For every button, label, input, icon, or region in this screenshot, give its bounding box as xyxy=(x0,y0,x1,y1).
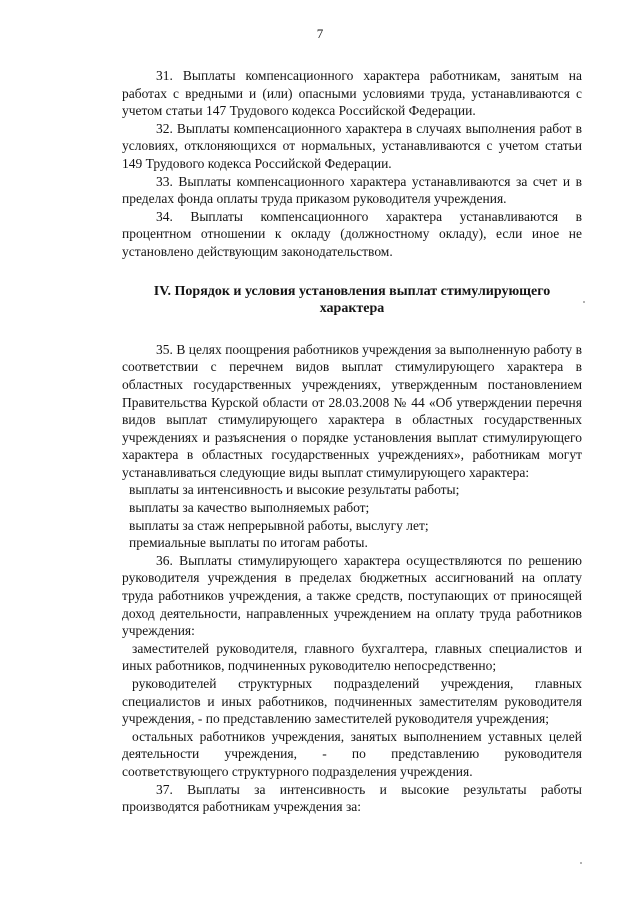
paragraph-32: 32. Выплаты компенсационного характера в случаях выполнения работ в условиях, отклоняющихся от нормальных, устанавливаются с учетом статьи 149 Трудового кодекса Российской Федерации. xyxy=(122,120,582,171)
paragraph-36-item: остальных работников учреждения, занятых выполнением уставных целей деятельности учреждения, - по представлению руководителя соответствующего структурного подразделения учреждения. xyxy=(122,728,582,779)
payment-type-item: выплаты за интенсивность и высокие результаты работы; xyxy=(129,482,460,498)
scan-speck xyxy=(580,862,582,864)
paragraph-36-item: руководителей структурных подразделений учреждения, главных специалистов и иных работников, подчиненных заместителям руководителя учреждения, - по представлению заместителей руководителя учреждения; xyxy=(122,676,582,727)
section-heading-line-2: характера xyxy=(319,301,385,317)
section-heading-line-1: IV. Порядок и условия установления выплат стимулирующего xyxy=(153,283,551,299)
paragraph-36: 36. Выплаты стимулирующего характера осуществляются по решению руководителя учреждения в пределах бюджетных ассигнований на оплату труда работников учреждения, а также средств, поступающих от приносящей доход деятельности, направленных учреждением на оплату труда работников учреждения: xyxy=(122,552,582,639)
document-body xyxy=(122,67,582,816)
paragraph-36-item: заместителей руководителя, главного бухгалтера, главных специалистов и иных работников, подчиненных руководителю непосредственно; xyxy=(122,640,582,674)
paragraph-35: 35. В целях поощрения работников учреждения за выполненную работу в соответствии с перечнем видов выплат стимулирующего характера в областных государственных учреждениях, утвержденным постановлением Правительства Курской области от 28.03.2008 № 44 «Об утверждении перечня видов выплат стимулирующего характера в областных государственных учреждениях и разъяснения о порядке установления выплат стимулирующего характера в областных государственных учреждениях», работникам могут устанавливаться следующие виды выплат стимулирующего характера: xyxy=(122,341,582,480)
section-heading xyxy=(122,283,582,318)
payment-type-item: выплаты за качество выполняемых работ; xyxy=(129,500,370,516)
payment-type-item: премиальные выплаты по итогам работы. xyxy=(129,535,368,551)
payment-type-item: выплаты за стаж непрерывной работы, выслугу лет; xyxy=(129,517,429,533)
paragraph-34: 34. Выплаты компенсационного характера устанавливаются в процентном отношении к окладу (должностному окладу), если иное не установлено действующим законодательством. xyxy=(122,208,582,259)
paragraph-37: 37. Выплаты за интенсивность и высокие результаты работы производятся работникам учреждения за: xyxy=(122,781,582,815)
paragraph-31: 31. Выплаты компенсационного характера работникам, занятым на работах с вредными и (или) опасными условиями труда, устанавливаются с учетом статьи 147 Трудового кодекса Российской Федерации. xyxy=(122,68,582,119)
page-number: 7 xyxy=(316,26,324,41)
paragraph-33: 33. Выплаты компенсационного характера устанавливаются за счет и в пределах фонда оплаты труда приказом руководителя учреждения. xyxy=(122,173,582,207)
scan-speck xyxy=(583,301,585,303)
